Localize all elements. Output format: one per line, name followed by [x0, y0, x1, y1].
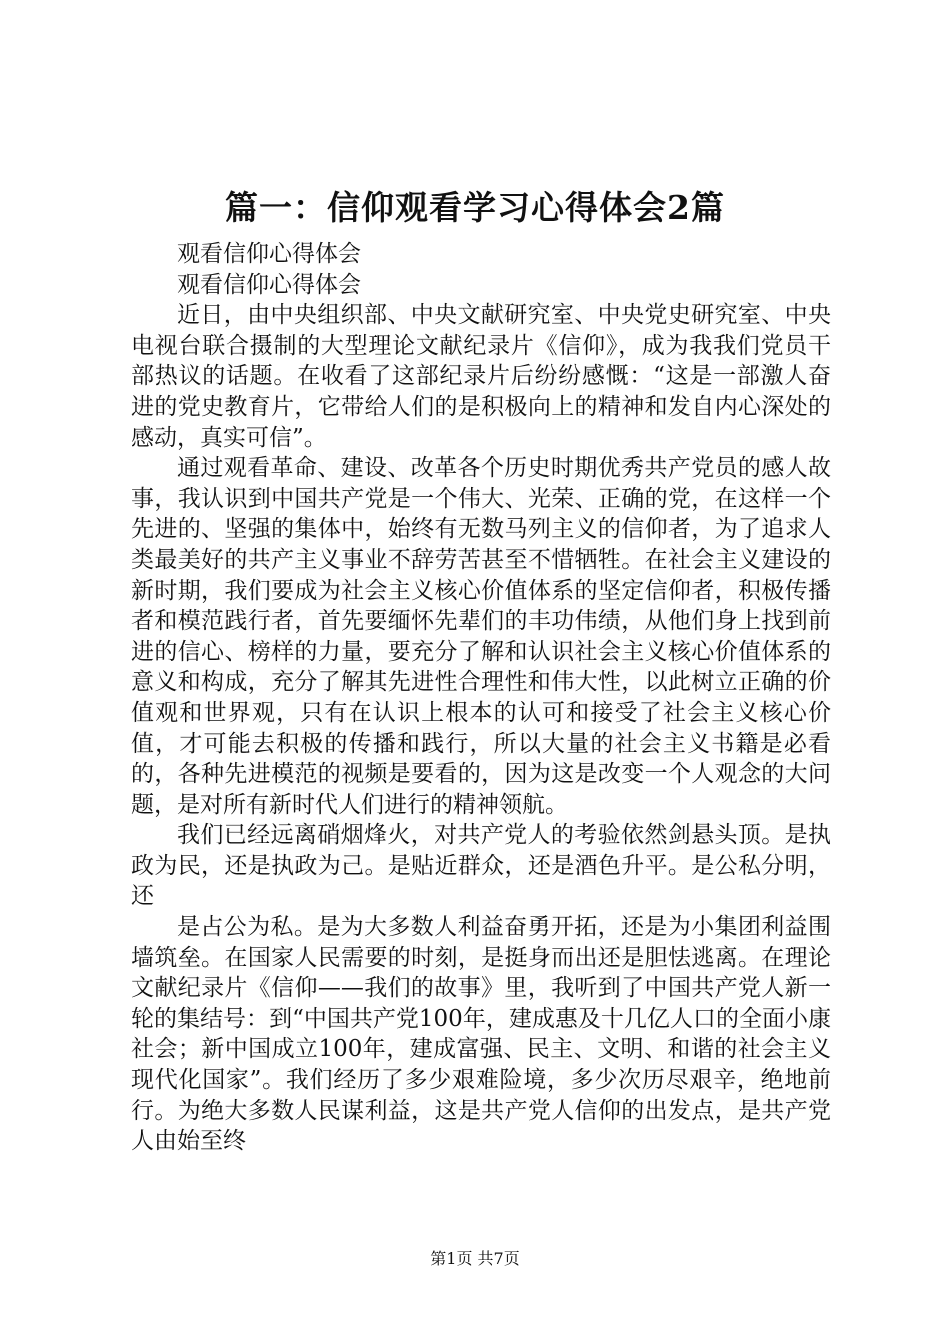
body-paragraph: 近日，由中央组织部、中央文献研究室、中央党史研究室、中央电视台联合摄制的大型理论文献纪录片《信仰》，成为我我们党员干部热议的话题。在收看了这部纪录片后纷纷感慨：“这是一部激人奋进的党史教育片，它带给人们的是积极向上的精神和发自内心深处的感动，真实可信”。 [131, 302, 831, 451]
body-paragraph: 通过观看革命、建设、改革各个历史时期优秀共产党员的感人故事，我认识到中国共产党是一个伟大、光荣、正确的党，在这样一个先进的、坚强的集体中，始终有无数马列主义的信仰者，为了追求人类最美好的共产主义事业不辞劳苦甚至不惜牺牲。在社会主义建设的新时期，我们要成为社会主义核心价值体系的坚定信仰者，积极传播者和模范践行者，首先要缅怀先辈们的丰功伟绩，从他们身上找到前进的信心、榜样的力量，要充分了解和认识社会主义核心价值体系的意义和构成，充分了解其先进性合理性和伟大性，以此树立正确的价值观和世界观，只有在认识上根本的认可和接受了社会主义核心价值，才可能去积极的传播和践行，所以大量的社会主义书籍是必看的，各种先进模范的视频是要看的，因为这是改变一个人观念的大问题，是对所有新时代人们进行的精神领航。 [131, 455, 831, 818]
document-body [131, 239, 831, 1157]
page-footer: 第1页 共7页 [430, 1249, 520, 1268]
body-paragraph: 我们已经远离硝烟烽火，对共产党人的考验依然剑悬头顶。是执政为民，还是执政为己。是贴近群众，还是酒色升平。是公私分明，还 [131, 822, 831, 910]
subtitle-line: 观看信仰心得体会 [177, 241, 361, 267]
document-title: 篇一：信仰观看学习心得体会2篇 [225, 188, 725, 227]
body-paragraph: 是占公为私。是为大多数人利益奋勇开拓，还是为小集团利益围墙筑垒。在国家人民需要的时刻，是挺身而出还是胆怯逃离。在理论文献纪录片《信仰——我们的故事》里，我听到了中国共产党人新一轮的集结号：到“中国共产党100年，建成惠及十几亿人口的全面小康社会；新中国成立100年，建成富强、民主、文明、和谐的社会主义现代化国家”。我们经历了多少艰难险境，多少次历尽艰辛，绝地前行。为绝大多数人民谋利益，这是共产党人信仰的出发点，是共产党人由始至终 [131, 914, 831, 1155]
subtitle-line: 观看信仰心得体会 [177, 271, 361, 298]
